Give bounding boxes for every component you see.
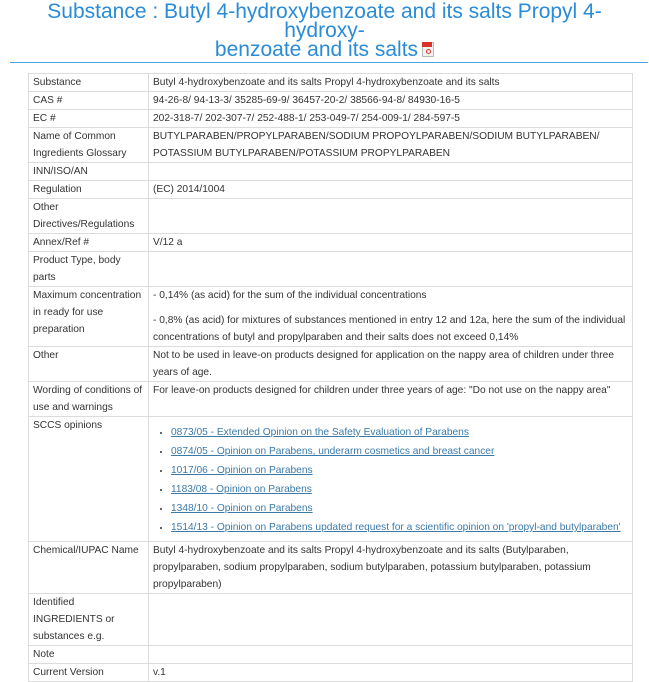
row-value: v.1 <box>149 664 633 682</box>
row-label: Name of Common Ingredients Glossary <box>29 128 149 163</box>
row-value <box>149 646 633 664</box>
row-label: Identified INGREDIENTS or substances e.g. <box>29 594 149 646</box>
row-value <box>149 163 633 181</box>
table-row <box>29 181 633 199</box>
max-concentration-b: - 0,8% (as acid) for mixtures of substances mentioned in entry 12 and 12a, here the sum of the individual concentrations of butyl and propylparaben and their salts does not exceed 0,14% <box>153 315 626 343</box>
row-label: Note <box>29 646 149 664</box>
row-label: Chemical/IUPAC Name <box>29 542 149 594</box>
table-row <box>29 110 633 128</box>
list-item <box>171 461 628 480</box>
row-label: Current Version <box>29 664 149 682</box>
row-value: Butyl 4-hydroxybenzoate and its salts Propyl 4-hydroxybenzoate and its salts <box>149 74 633 92</box>
list-item <box>171 518 628 537</box>
opinion-link-1017-06[interactable]: 1017/06 - Opinion on Parabens <box>171 465 313 476</box>
row-value: BUTYLPARABEN/PROPYLPARABEN/SODIUM PROPOYLPARABEN/SODIUM BUTYLPARABEN/ POTASSIUM BUTYLPARABEN/POTASSIUM PROPYLPARABEN <box>149 128 633 163</box>
row-label: Annex/Ref # <box>29 234 149 252</box>
row-value: (EC) 2014/1004 <box>149 181 633 199</box>
list-item <box>171 499 628 518</box>
row-label: CAS # <box>29 92 149 110</box>
row-value <box>149 417 633 542</box>
table-row <box>29 542 633 594</box>
table-row <box>29 382 633 417</box>
title-divider <box>10 62 648 63</box>
table-row <box>29 199 633 234</box>
row-value <box>149 252 633 287</box>
row-value: 94-26-8/ 94-13-3/ 35285-69-9/ 36457-20-2/ 38566-94-8/ 84930-16-5 <box>149 92 633 110</box>
opinion-link-0873-05[interactable]: 0873/05 - Extended Opinion on the Safety Evaluation of Parabens <box>171 427 469 438</box>
row-value: For leave-on products designed for children under three years of age: "Do not use on the nappy area" <box>149 382 633 417</box>
table-row <box>29 417 633 542</box>
row-label: Substance <box>29 74 149 92</box>
table-row <box>29 74 633 92</box>
title-line-2: benzoate and its salts <box>214 38 419 61</box>
table-row <box>29 646 633 664</box>
max-concentration-a: - 0,14% (as acid) for the sum of the individual concentrations <box>153 290 427 301</box>
table-row <box>29 347 633 382</box>
row-value <box>149 594 633 646</box>
opinion-link-1514-13[interactable]: 1514/13 - Opinion on Parabens updated request for a scientific opinion on 'propyl-and butylparaben' <box>171 522 621 533</box>
row-value: 202-318-7/ 202-307-7/ 252-488-1/ 253-049-7/ 254-009-1/ 284-597-5 <box>149 110 633 128</box>
row-label: Wording of conditions of use and warnings <box>29 382 149 417</box>
row-value: V/12 a <box>149 234 633 252</box>
row-label: INN/ISO/AN <box>29 163 149 181</box>
list-item <box>171 423 628 442</box>
table-row <box>29 664 633 682</box>
table-row <box>29 234 633 252</box>
pdf-icon[interactable] <box>422 42 434 57</box>
row-value: Butyl 4-hydroxybenzoate and its salts Propyl 4-hydroxybenzoate and its salts (Butylparaben, propylparaben, sodium propylparaben, sodium butylparaben, potassium butylparaben, potassium propylparaben) <box>149 542 633 594</box>
list-item <box>171 480 628 499</box>
row-label: Other <box>29 347 149 382</box>
row-value <box>149 287 633 347</box>
row-label: Product Type, body parts <box>29 252 149 287</box>
row-label: Maximum concentration in ready for use preparation <box>29 287 149 347</box>
page-title <box>10 2 639 59</box>
table-row <box>29 252 633 287</box>
table-row <box>29 92 633 110</box>
table-row <box>29 128 633 163</box>
table-row <box>29 287 633 347</box>
row-label: SCCS opinions <box>29 417 149 542</box>
substance-details-table <box>28 73 633 682</box>
opinion-link-1348-10[interactable]: 1348/10 - Opinion on Parabens <box>171 503 313 514</box>
row-label: Other Directives/Regulations <box>29 199 149 234</box>
title-line-1: Substance : Butyl 4-hydroxybenzoate and its salts Propyl 4-hydroxy- <box>47 0 602 42</box>
opinion-link-1183-08[interactable]: 1183/08 - Opinion on Parabens <box>171 484 312 495</box>
list-item <box>171 442 628 461</box>
row-label: EC # <box>29 110 149 128</box>
sccs-opinion-list <box>153 423 628 537</box>
row-value <box>149 199 633 234</box>
row-label: Regulation <box>29 181 149 199</box>
row-value: Not to be used in leave-on products designed for application on the nappy area of children under three years of age. <box>149 347 633 382</box>
table-row <box>29 163 633 181</box>
opinion-link-0874-05[interactable]: 0874/05 - Opinion on Parabens, underarm cosmetics and breast cancer <box>171 446 495 457</box>
table-row <box>29 594 633 646</box>
